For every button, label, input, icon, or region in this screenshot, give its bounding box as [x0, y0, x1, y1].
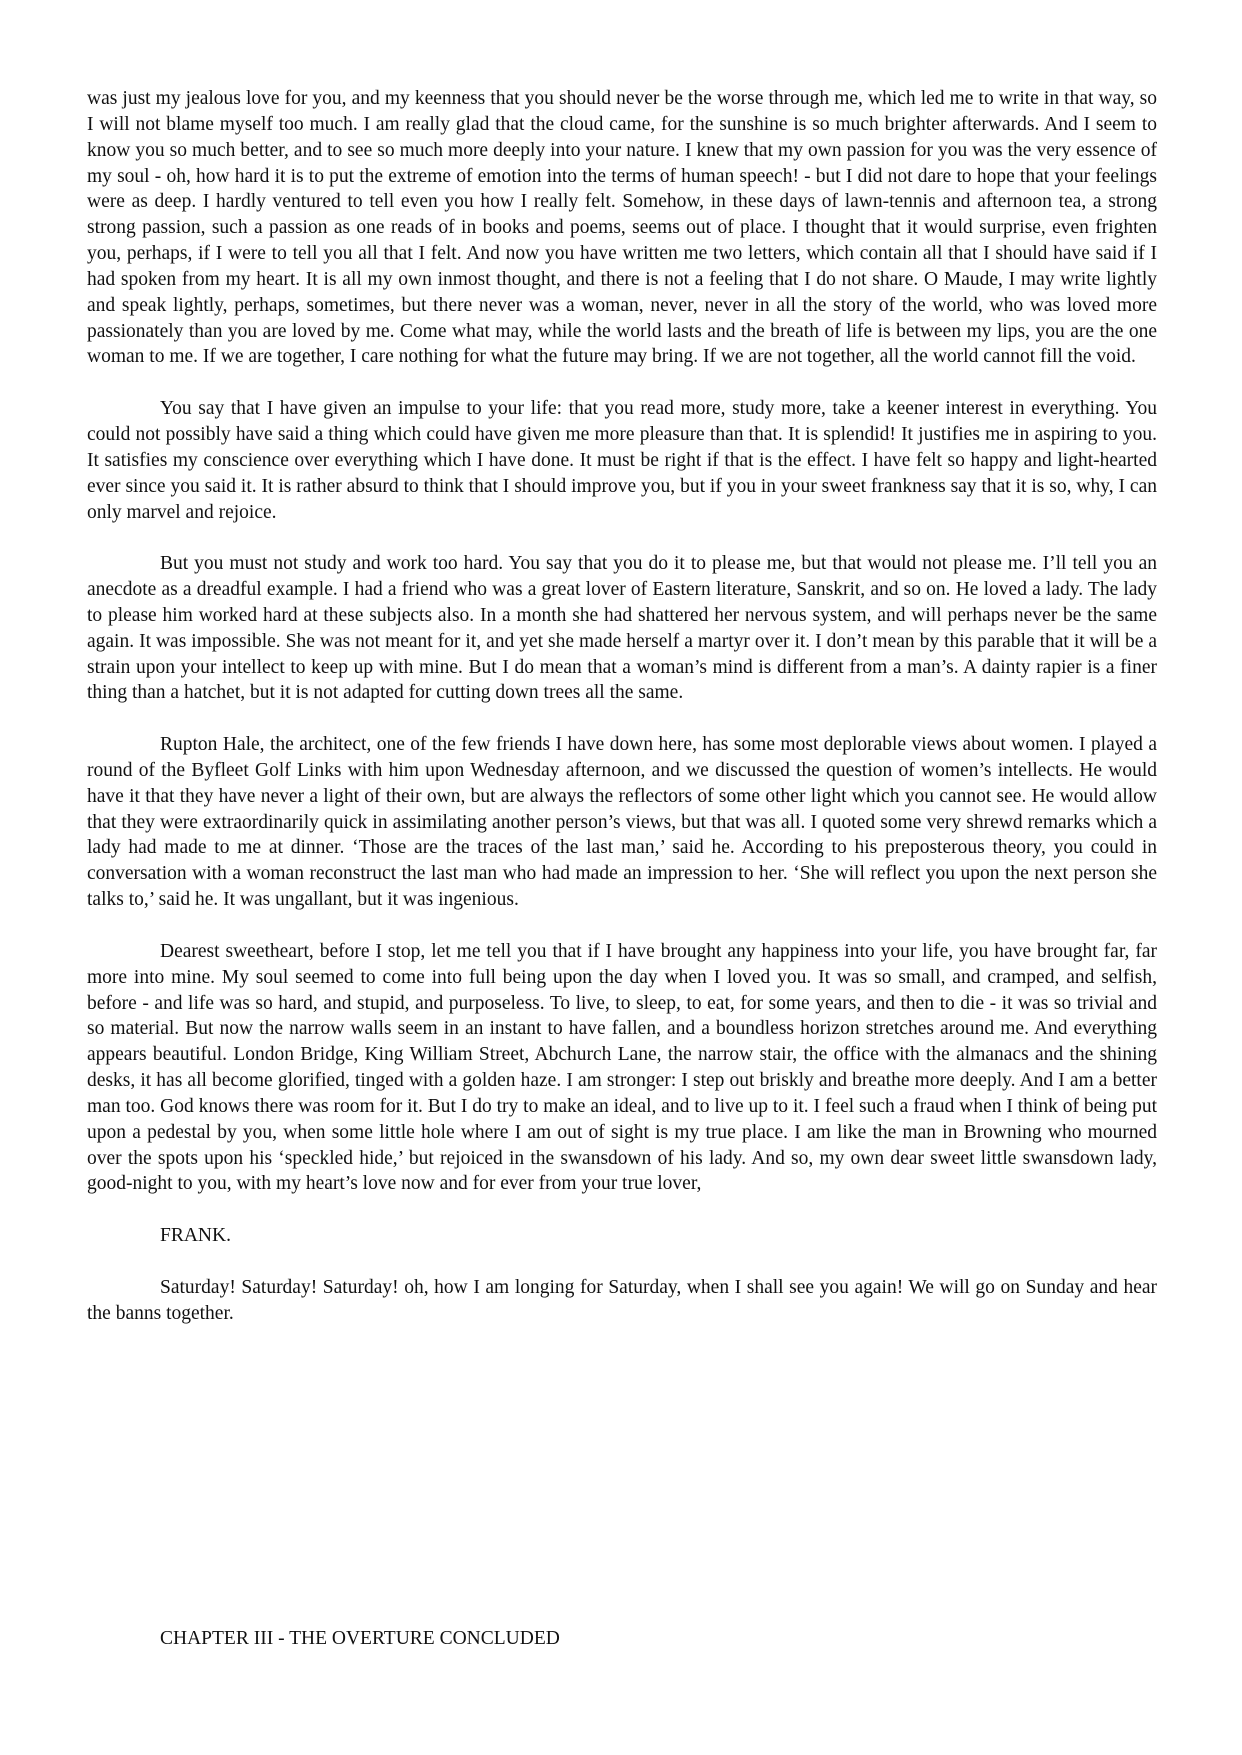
chapter-heading: CHAPTER III - THE OVERTURE CONCLUDED	[160, 1628, 560, 1649]
document-page	[87, 86, 1157, 1352]
paragraph-2: You say that I have given an impulse to your life: that you read more, study more, take a keener interest in everything. You could not possibly have said a thing which could have given me more pleasure than that. It is splendid! It justifies me in aspiring to you. It satisfies my conscience over everything which I have done. It must be right if that is the effect. I have felt so happy and light-hearted ever since you said it. It is rather absurd to think that I should improve you, but if you in your sweet frankness say that it is so, why, I can only marvel and rejoice.	[87, 398, 1157, 523]
paragraph-5: Dearest sweetheart, before I stop, let me tell you that if I have brought any happiness into your life, you have brought far, far more into mine. My soul seemed to come into full being upon the day when I loved you. It was so small, and cramped, and selfish, before - and life was so hard, and stupid, and purposeless. To live, to sleep, to eat, for some years, and then to die - it was so trivial and so material. But now the narrow walls seem in an instant to have fallen, and a boundless horizon stretches around me. And everything appears beautiful. London Bridge, King William Street, Abchurch Lane, the narrow stair, the office with the almanacs and the shining desks, it has all become glorified, tinged with a golden haze. I am stronger: I step out briskly and breathe more deeply. And I am a better man too. God knows there was room for it. But I do try to make an ideal, and to live up to it. I feel such a fraud when I think of being put upon a pedestal by you, when some little hole where I am out of sight is my true place. I am like the man in Browning who mourned over the spots upon his ‘speckled hide,’ but rejoiced in the swansdown of his lady. And so, my own dear sweet little swansdown lady, good-night to you, with my heart’s love now and for ever from your true lover,	[87, 940, 1157, 1195]
postscript: Saturday! Saturday! Saturday! oh, how I am longing for Saturday, when I shall see you again! We will go on Sunday and hear the banns together.	[87, 1276, 1157, 1324]
signature: FRANK.	[160, 1225, 231, 1247]
paragraph-4: Rupton Hale, the architect, one of the few friends I have down here, has some most deplorable views about women. I played a round of the Byfleet Golf Links with him upon Wednesday afternoon, and we discussed the question of women’s intellects. He would have it that they have never a light of their own, but are always the reflectors of some other light which you cannot see. He would allow that they were extraordinarily quick in assimilating another person’s views, but that was all. I quoted some very shrewd remarks which a lady had made to me at dinner. ‘Those are the traces of the last man,’ said he. According to his preposterous theory, you could in conversation with a woman reconstruct the last man who had made an impression to her. ‘She will reflect you upon the next person she talks to,’ said he. It was ungallant, but it was ingenious.	[87, 734, 1157, 911]
paragraph-1: was just my jealous love for you, and my keenness that you should never be the worse through me, which led me to write in that way, so I will not blame myself too much. I am really glad that the cloud came, for the sunshine is so much brighter afterwards. And I seem to know you so much better, and to see so much more deeply into your nature. I knew that my own passion for you was the very essence of my soul - oh, how hard it is to put the extreme of emotion into the terms of human speech! - but I did not dare to hope that your feelings were as deep. I hardly ventured to tell even you how I really felt. Somehow, in these days of lawn-tennis and afternoon tea, a strong strong passion, such a passion as one reads of in books and poems, seems out of place. I thought that it would surprise, even frighten you, perhaps, if I were to tell you all that I felt. And now you have written me two letters, which contain all that I should have said if I had spoken from my heart. It is all my own inmost thought, and there is not a feeling that I do not share. O Maude, I may write lightly and speak lightly, perhaps, sometimes, but there never was a woman, never, never in all the story of the world, who was loved more passionately than you are loved by me. Come what may, while the world lasts and the breath of life is between my lips, you are the one woman to me. If we are together, I care nothing for what the future may bring. If we are not together, all the world cannot fill the void.	[87, 88, 1157, 368]
paragraph-3: But you must not study and work too hard. You say that you do it to please me, but that would not please me. I’ll tell you an anecdote as a dreadful example. I had a friend who was a great lover of Eastern literature, Sanskrit, and so on. He loved a lady. The lady to please him worked hard at these subjects also. In a month she had shattered her nervous system, and will perhaps never be the same again. It was impossible. She was not meant for it, and yet she made herself a martyr over it. I don’t mean by this parable that it will be a strain upon your intellect to keep up with mine. But I do mean that a woman’s mind is different from a man’s. A dainty rapier is a finer thing than a hatchet, but it is not adapted for cutting down trees all the same.	[87, 553, 1157, 704]
